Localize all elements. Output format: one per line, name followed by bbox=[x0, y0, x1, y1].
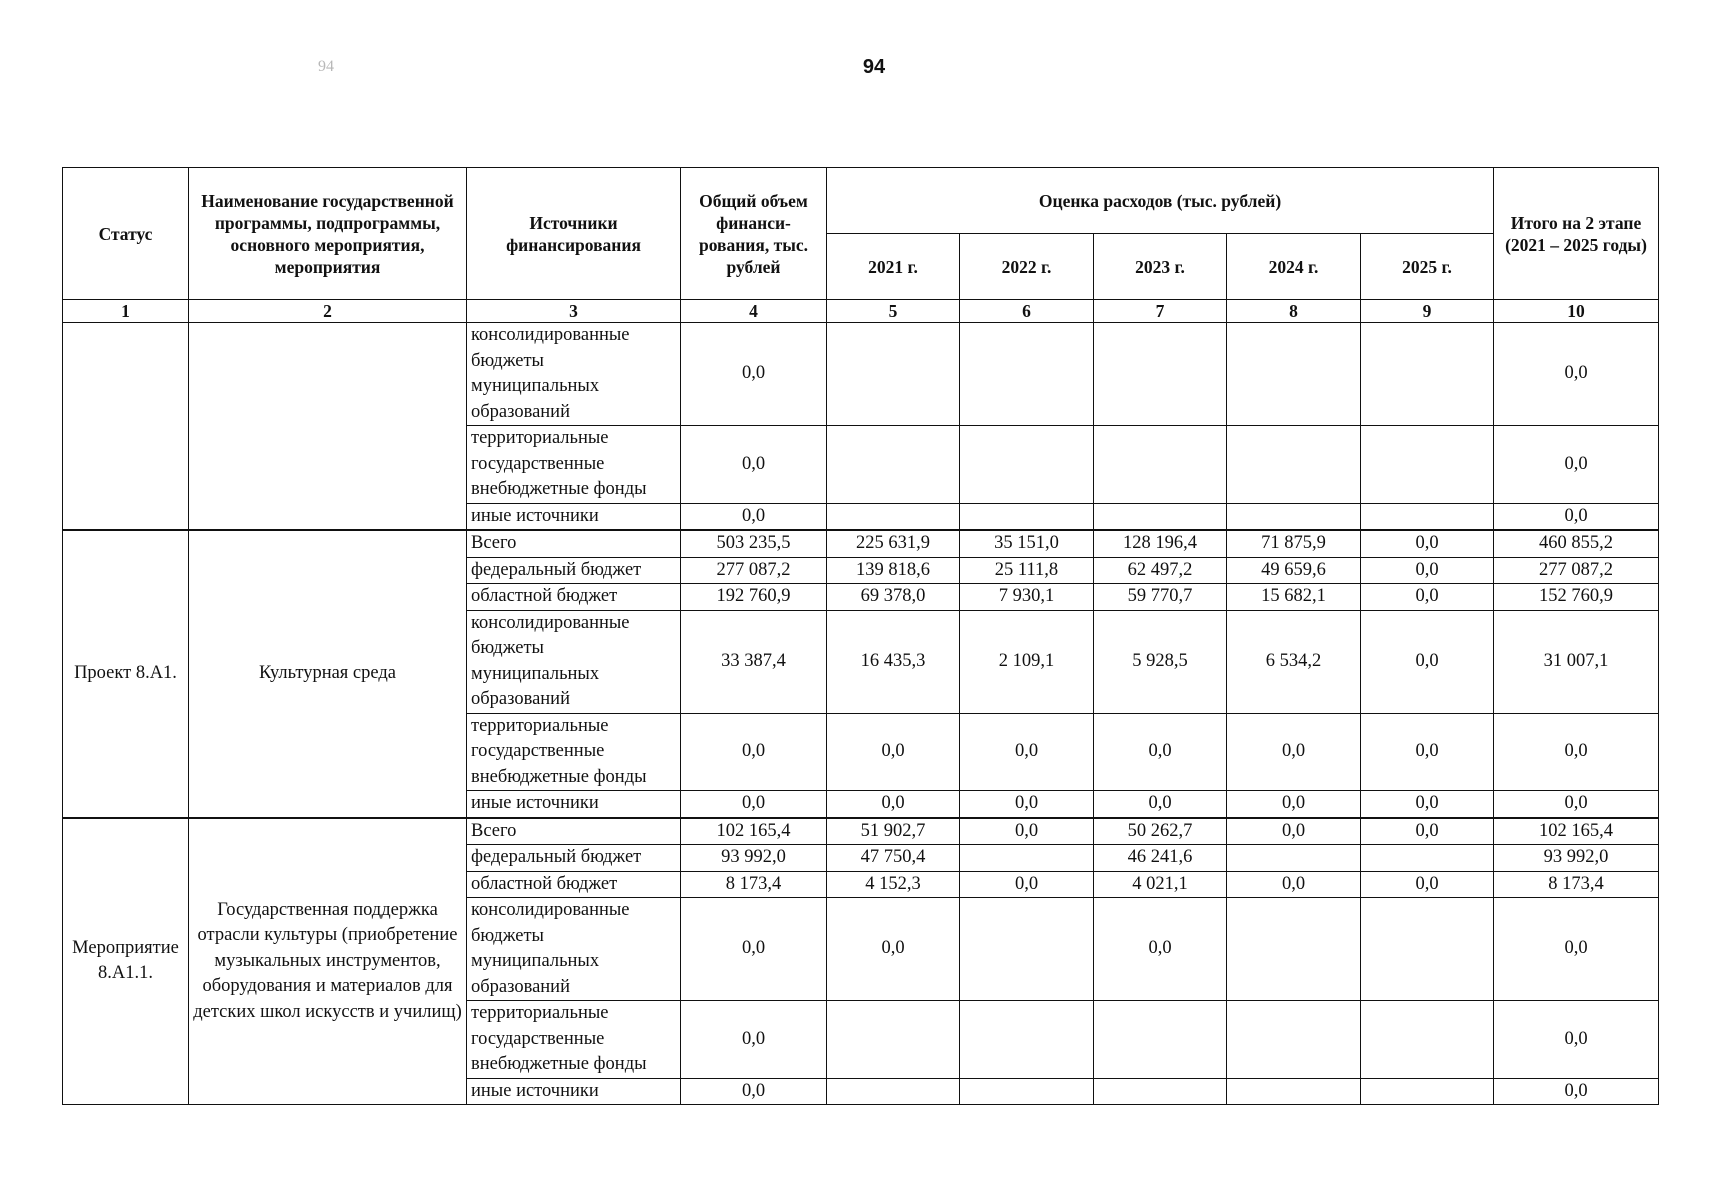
funding-source-cell: федеральный бюджет bbox=[467, 845, 681, 872]
value-cell bbox=[960, 898, 1094, 1001]
value-cell: 277 087,2 bbox=[681, 557, 827, 584]
funding-source-cell: иные источники bbox=[467, 791, 681, 818]
value-cell: 62 497,2 bbox=[1094, 557, 1227, 584]
value-cell: 16 435,3 bbox=[827, 610, 960, 713]
value-cell: 0,0 bbox=[1227, 818, 1361, 845]
value-cell: 93 992,0 bbox=[681, 845, 827, 872]
value-cell: 0,0 bbox=[1494, 503, 1659, 530]
table-body bbox=[63, 323, 1659, 1105]
value-cell: 0,0 bbox=[1494, 713, 1659, 791]
funding-source-cell: консолидированные бюджеты муниципальных образований bbox=[467, 323, 681, 426]
value-cell: 0,0 bbox=[827, 898, 960, 1001]
column-number: 10 bbox=[1494, 300, 1659, 323]
column-number: 8 bbox=[1227, 300, 1361, 323]
value-cell: 0,0 bbox=[681, 898, 827, 1001]
value-cell: 8 173,4 bbox=[681, 871, 827, 898]
column-number: 7 bbox=[1094, 300, 1227, 323]
value-cell: 6 534,2 bbox=[1227, 610, 1361, 713]
value-cell: 93 992,0 bbox=[1494, 845, 1659, 872]
value-cell: 5 928,5 bbox=[1094, 610, 1227, 713]
funding-source-cell: Всего bbox=[467, 530, 681, 557]
value-cell: 0,0 bbox=[1494, 898, 1659, 1001]
value-cell bbox=[1361, 503, 1494, 530]
value-cell: 139 818,6 bbox=[827, 557, 960, 584]
value-cell bbox=[960, 323, 1094, 426]
column-number: 9 bbox=[1361, 300, 1494, 323]
header-total-volume: Общий объем финанси- рования, тыс. рублей bbox=[681, 168, 827, 300]
value-cell: 0,0 bbox=[681, 503, 827, 530]
budget-table bbox=[62, 167, 1659, 1105]
value-cell: 0,0 bbox=[1227, 713, 1361, 791]
value-cell bbox=[1361, 323, 1494, 426]
funding-source-cell: территориальные государственные внебюджетные фонды bbox=[467, 426, 681, 504]
value-cell: 0,0 bbox=[1494, 323, 1659, 426]
column-number: 5 bbox=[827, 300, 960, 323]
header-name: Наименование государственной программы, подпрограммы, основного мероприятия, мероприятия bbox=[189, 168, 467, 300]
value-cell bbox=[1227, 503, 1361, 530]
funding-source-cell: консолидированные бюджеты муниципальных образований bbox=[467, 610, 681, 713]
value-cell: 0,0 bbox=[681, 323, 827, 426]
value-cell bbox=[1094, 1078, 1227, 1105]
funding-source-cell: территориальные государственные внебюджетные фонды bbox=[467, 1001, 681, 1079]
value-cell: 8 173,4 bbox=[1494, 871, 1659, 898]
value-cell: 69 378,0 bbox=[827, 584, 960, 611]
header-estimate: Оценка расходов (тыс. рублей) bbox=[827, 168, 1494, 234]
value-cell: 0,0 bbox=[1094, 791, 1227, 818]
value-cell: 277 087,2 bbox=[1494, 557, 1659, 584]
value-cell: 59 770,7 bbox=[1094, 584, 1227, 611]
header-year: 2023 г. bbox=[1094, 234, 1227, 300]
table-row bbox=[63, 530, 1659, 557]
value-cell: 0,0 bbox=[960, 818, 1094, 845]
value-cell: 0,0 bbox=[960, 871, 1094, 898]
value-cell bbox=[1227, 1078, 1361, 1105]
funding-source-cell: областной бюджет bbox=[467, 584, 681, 611]
table-row bbox=[63, 323, 1659, 426]
value-cell bbox=[827, 323, 960, 426]
value-cell: 0,0 bbox=[1494, 1078, 1659, 1105]
value-cell: 0,0 bbox=[1361, 871, 1494, 898]
header-year: 2021 г. bbox=[827, 234, 960, 300]
funding-source-cell: Всего bbox=[467, 818, 681, 845]
value-cell: 0,0 bbox=[1361, 530, 1494, 557]
value-cell: 0,0 bbox=[1227, 871, 1361, 898]
value-cell: 51 902,7 bbox=[827, 818, 960, 845]
column-number: 2 bbox=[189, 300, 467, 323]
value-cell bbox=[1227, 323, 1361, 426]
value-cell: 102 165,4 bbox=[1494, 818, 1659, 845]
value-cell: 4 021,1 bbox=[1094, 871, 1227, 898]
value-cell: 0,0 bbox=[1361, 557, 1494, 584]
value-cell bbox=[1094, 323, 1227, 426]
value-cell: 0,0 bbox=[681, 426, 827, 504]
value-cell: 25 111,8 bbox=[960, 557, 1094, 584]
value-cell: 0,0 bbox=[1494, 1001, 1659, 1079]
value-cell: 0,0 bbox=[1094, 898, 1227, 1001]
value-cell bbox=[960, 845, 1094, 872]
program-name-cell: Государственная поддержка отрасли культуры (приобретение музыкальных инструментов, оборудования и материалов для детских школ искусств и училищ) bbox=[189, 818, 467, 1105]
value-cell: 0,0 bbox=[681, 1078, 827, 1105]
status-cell: Проект 8.А1. bbox=[63, 530, 189, 818]
value-cell: 0,0 bbox=[1361, 610, 1494, 713]
value-cell bbox=[1227, 845, 1361, 872]
value-cell bbox=[960, 1078, 1094, 1105]
value-cell bbox=[827, 426, 960, 504]
column-number: 6 bbox=[960, 300, 1094, 323]
value-cell bbox=[1227, 1001, 1361, 1079]
value-cell: 0,0 bbox=[681, 791, 827, 818]
header-stage-total: Итого на 2 этапе (2021 – 2025 годы) bbox=[1494, 168, 1659, 300]
funding-source-cell: иные источники bbox=[467, 1078, 681, 1105]
header-year: 2024 г. bbox=[1227, 234, 1361, 300]
value-cell: 0,0 bbox=[1361, 791, 1494, 818]
value-cell: 0,0 bbox=[960, 713, 1094, 791]
value-cell: 50 262,7 bbox=[1094, 818, 1227, 845]
status-cell bbox=[63, 323, 189, 531]
value-cell: 0,0 bbox=[1361, 584, 1494, 611]
funding-source-cell: областной бюджет bbox=[467, 871, 681, 898]
funding-source-cell: территориальные государственные внебюджетные фонды bbox=[467, 713, 681, 791]
value-cell: 15 682,1 bbox=[1227, 584, 1361, 611]
value-cell: 192 760,9 bbox=[681, 584, 827, 611]
value-cell bbox=[1094, 426, 1227, 504]
column-number: 1 bbox=[63, 300, 189, 323]
funding-source-cell: консолидированные бюджеты муниципальных образований bbox=[467, 898, 681, 1001]
value-cell bbox=[1227, 898, 1361, 1001]
header-status: Статус bbox=[63, 168, 189, 300]
value-cell: 7 930,1 bbox=[960, 584, 1094, 611]
value-cell: 0,0 bbox=[1494, 791, 1659, 818]
value-cell: 102 165,4 bbox=[681, 818, 827, 845]
value-cell: 31 007,1 bbox=[1494, 610, 1659, 713]
value-cell: 0,0 bbox=[681, 1001, 827, 1079]
program-name-cell bbox=[189, 323, 467, 531]
column-number: 4 bbox=[681, 300, 827, 323]
value-cell: 2 109,1 bbox=[960, 610, 1094, 713]
value-cell: 0,0 bbox=[681, 713, 827, 791]
value-cell: 46 241,6 bbox=[1094, 845, 1227, 872]
status-cell: Мероприятие 8.А1.1. bbox=[63, 818, 189, 1105]
value-cell: 4 152,3 bbox=[827, 871, 960, 898]
value-cell: 49 659,6 bbox=[1227, 557, 1361, 584]
funding-source-cell: федеральный бюджет bbox=[467, 557, 681, 584]
value-cell: 152 760,9 bbox=[1494, 584, 1659, 611]
value-cell bbox=[960, 426, 1094, 504]
value-cell bbox=[827, 503, 960, 530]
value-cell bbox=[1361, 426, 1494, 504]
program-name-cell: Культурная среда bbox=[189, 530, 467, 818]
table-row bbox=[63, 818, 1659, 845]
value-cell: 0,0 bbox=[827, 791, 960, 818]
value-cell bbox=[1227, 426, 1361, 504]
value-cell bbox=[1361, 1001, 1494, 1079]
header-year: 2025 г. bbox=[1361, 234, 1494, 300]
page-number: 94 bbox=[862, 56, 886, 78]
faint-page-number: 94 bbox=[318, 58, 334, 75]
value-cell: 71 875,9 bbox=[1227, 530, 1361, 557]
value-cell: 47 750,4 bbox=[827, 845, 960, 872]
value-cell bbox=[960, 1001, 1094, 1079]
value-cell bbox=[827, 1001, 960, 1079]
value-cell bbox=[827, 1078, 960, 1105]
funding-source-cell: иные источники bbox=[467, 503, 681, 530]
value-cell: 225 631,9 bbox=[827, 530, 960, 557]
value-cell bbox=[1094, 503, 1227, 530]
value-cell bbox=[1094, 1001, 1227, 1079]
value-cell: 0,0 bbox=[827, 713, 960, 791]
column-number: 3 bbox=[467, 300, 681, 323]
value-cell bbox=[960, 503, 1094, 530]
value-cell: 35 151,0 bbox=[960, 530, 1094, 557]
value-cell: 33 387,4 bbox=[681, 610, 827, 713]
value-cell bbox=[1361, 1078, 1494, 1105]
value-cell: 0,0 bbox=[1094, 713, 1227, 791]
value-cell: 0,0 bbox=[1361, 713, 1494, 791]
value-cell: 503 235,5 bbox=[681, 530, 827, 557]
value-cell: 0,0 bbox=[1227, 791, 1361, 818]
header-sources: Источники финансирования bbox=[467, 168, 681, 300]
value-cell: 0,0 bbox=[1361, 818, 1494, 845]
value-cell: 128 196,4 bbox=[1094, 530, 1227, 557]
value-cell: 460 855,2 bbox=[1494, 530, 1659, 557]
value-cell: 0,0 bbox=[1494, 426, 1659, 504]
value-cell bbox=[1361, 898, 1494, 1001]
value-cell: 0,0 bbox=[960, 791, 1094, 818]
value-cell bbox=[1361, 845, 1494, 872]
header-year: 2022 г. bbox=[960, 234, 1094, 300]
